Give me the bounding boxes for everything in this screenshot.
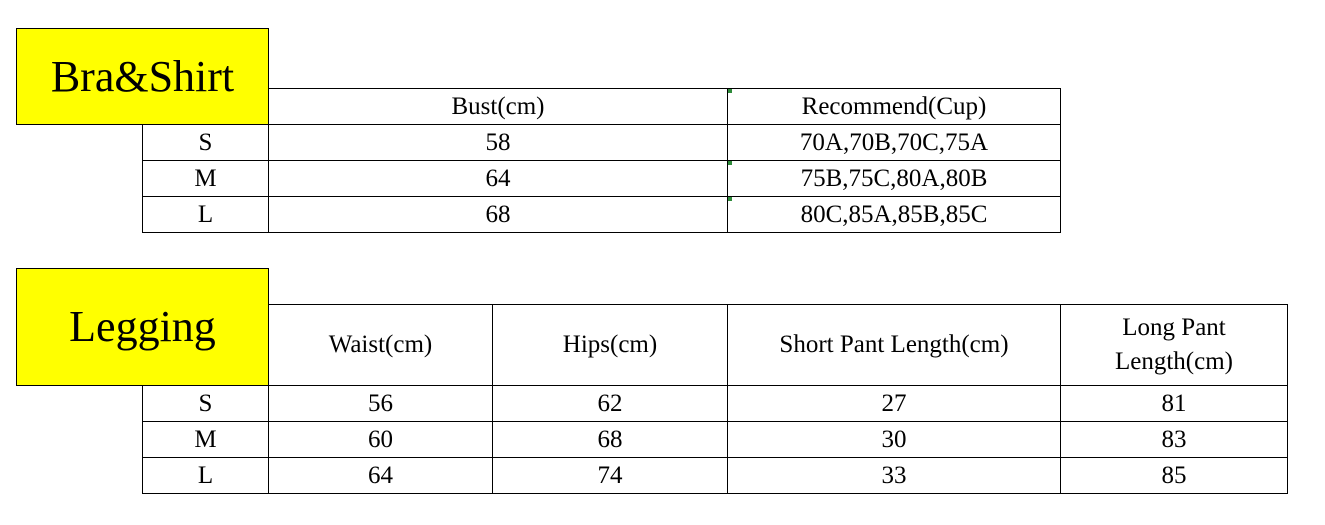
legging-title: Legging <box>16 268 269 386</box>
leg-row-s-waist: 56 <box>368 389 393 417</box>
bra-line-h4 <box>142 232 1061 233</box>
leg-row-l-hips: 74 <box>597 461 623 489</box>
bra-line-v3 <box>1060 88 1061 233</box>
leg-row-s-hips: 62 <box>597 389 623 417</box>
leg-row-m-size: M <box>194 425 217 453</box>
leg-header-long-pant: Long Pant Length(cm) <box>1114 314 1233 375</box>
bra-row-s-bust: 58 <box>485 128 511 156</box>
leg-line-h4 <box>142 493 1288 494</box>
bra-row-l-size: L <box>197 200 214 228</box>
bra-row-m-size: M <box>194 164 217 192</box>
leg-row-s-short: 27 <box>881 389 907 417</box>
bra-row-l-cup: 80C,85A,85B,85C <box>800 200 988 228</box>
bra-row-m-bust: 64 <box>485 164 511 192</box>
bra-row-s-cup: 70A,70B,70C,75A <box>799 128 989 156</box>
bra-row-s-size: S <box>198 128 213 156</box>
leg-row-m-waist: 60 <box>368 425 393 453</box>
leg-line-v5 <box>1287 304 1288 494</box>
leg-row-m-hips: 68 <box>597 425 623 453</box>
bra-header-recommend: Recommend(Cup) <box>801 92 987 120</box>
leg-header-waist: Waist(cm) <box>328 331 433 359</box>
leg-header-short-pant: Short Pant Length(cm) <box>779 331 1009 359</box>
leg-row-s-size: S <box>198 389 213 417</box>
leg-row-m-short: 30 <box>881 425 907 453</box>
leg-row-l-short: 33 <box>881 461 907 489</box>
leg-row-s-long: 81 <box>1161 389 1187 417</box>
bra-shirt-title: Bra&Shirt <box>16 28 269 125</box>
bra-header-bust: Bust(cm) <box>451 92 545 120</box>
leg-row-l-long: 85 <box>1161 461 1187 489</box>
bra-row-l-bust: 68 <box>485 200 511 228</box>
leg-row-l-size: L <box>197 461 214 489</box>
leg-row-m-long: 83 <box>1161 425 1187 453</box>
leg-header-hips: Hips(cm) <box>562 331 658 359</box>
bra-row-m-cup: 75B,75C,80A,80B <box>800 164 988 192</box>
leg-row-l-waist: 64 <box>368 461 393 489</box>
